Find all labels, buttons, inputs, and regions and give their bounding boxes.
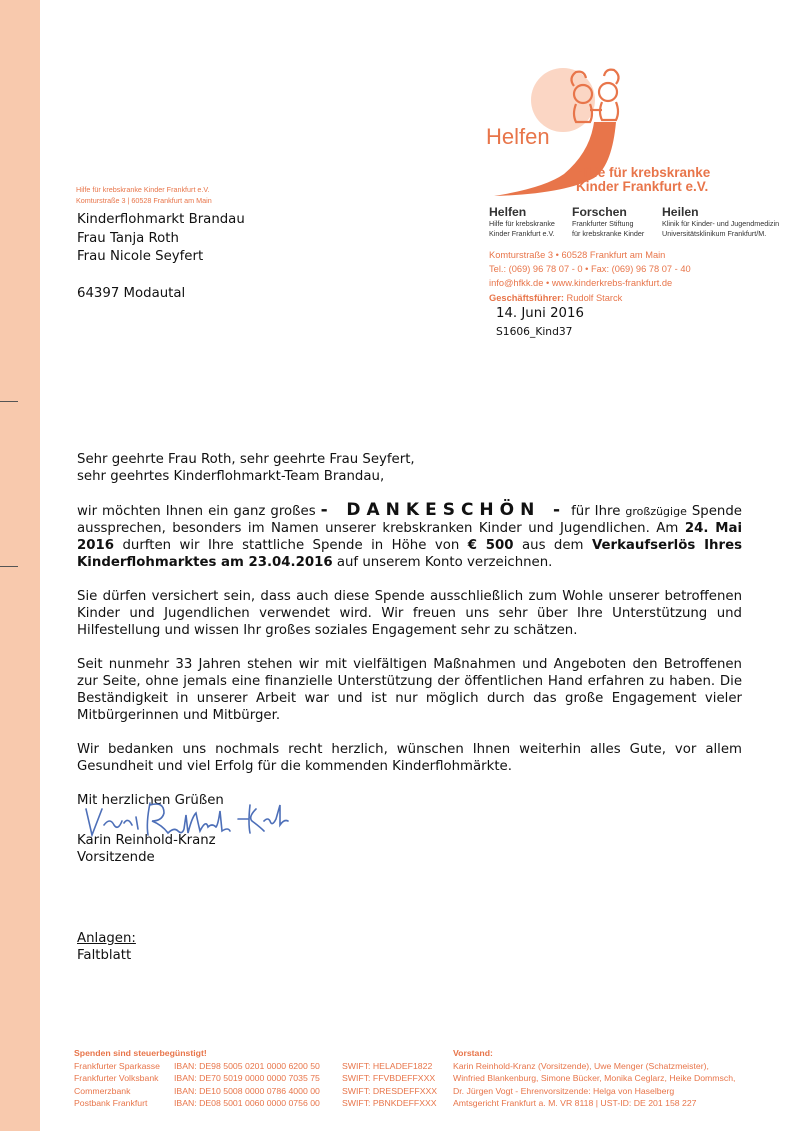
bank-row: [74, 1060, 437, 1073]
recipient-address: [77, 211, 245, 304]
bank-iban: IBAN: DE98 5005 0201 0000 6200 50: [174, 1060, 320, 1071]
paragraph-1: [77, 502, 742, 571]
recipient-line: Kinderflohmarkt Brandau: [77, 212, 245, 227]
signatory-name: Karin Reinhold-Kranz: [77, 833, 216, 848]
attachments-label: Anlagen:: [77, 931, 136, 946]
column-heading: Helfen: [489, 205, 527, 219]
text-run: aus dem: [513, 538, 592, 553]
attachments-block: [77, 930, 136, 964]
salutation: [77, 451, 742, 485]
board-line: Amtsgericht Frankfurt a. M. VR 8118 | UST-ID: DE 201 158 227: [453, 1098, 697, 1109]
contact-web[interactable]: info@hfkk.de • www.kinderkrebs-frankfurt.de: [489, 278, 673, 288]
bank-name: Postbank Frankfurt: [74, 1098, 148, 1109]
donation-amount: € 500: [467, 538, 514, 553]
column-line: Klinik für Kinder- und Jugendmedizin: [662, 219, 780, 228]
dankeschoen-emphasis: - DANKESCHÖN -: [320, 500, 567, 520]
bank-iban: IBAN: DE10 5008 0000 0786 4000 00: [174, 1085, 320, 1096]
bank-iban: IBAN: DE08 5001 0060 0000 0756 00: [174, 1098, 320, 1109]
donation-date: 24. Mai 2016: [77, 521, 743, 553]
column-heading: Heilen: [662, 205, 699, 219]
signatory-block: [77, 832, 216, 866]
signatory-title: Vorsitzende: [77, 850, 155, 865]
text-run: durften wir Ihre stattliche Spende in Höhe von: [114, 538, 468, 553]
donation-heading: Spenden sind steuerbegünstigt!: [74, 1048, 207, 1058]
recipient-line: 64397 Modautal: [77, 286, 186, 301]
column-line: für krebskranke Kinder: [572, 228, 645, 238]
footer-bank-info: [74, 1047, 437, 1110]
managing-director-label: Geschäftsführer:: [489, 293, 564, 303]
bank-swift: SWIFT: DRESDEFFXXX: [342, 1085, 438, 1096]
column-heilen: [662, 205, 779, 238]
logo-org-line2: Kinder Frankfurt e.V.: [576, 179, 709, 194]
column-line: Frankfurter Stiftung: [572, 219, 634, 228]
bank-swift: SWIFT: PBNKDEFFXXX: [342, 1098, 437, 1109]
managing-director-name: Rudolf Starck: [566, 293, 623, 303]
column-heading: Forschen: [572, 205, 627, 219]
logo-graphic: [486, 64, 736, 199]
footer-board-info: [453, 1047, 735, 1110]
board-line: Karin Reinhold-Kranz (Vorsitzende), Uwe Menger (Schatzmeister),: [453, 1060, 709, 1071]
column-line: Hilfe für krebskranke: [489, 219, 555, 228]
text-run: wir möchten Ihnen ein ganz großes: [77, 504, 321, 519]
bank-name: Frankfurter Sparkasse: [74, 1060, 160, 1071]
paragraph-3: Seit nunmehr 33 Jahren stehen wir mit vielfältigen Maßnahmen und Angeboten den Betroffenen zur Seite, ohne jemals eine finanzielle Unterstützung der öffentlichen Hand erfahren zu haben. Die Beständigkeit in unserer Arbeit war und ist nur möglich durch das große Engagement vieler Mitbürgerinnen und Mitbürger.: [77, 657, 742, 723]
attachments-item: Faltblatt: [77, 948, 132, 963]
letter-date: 14. Juni 2016: [496, 306, 584, 321]
letter-body: [77, 451, 742, 809]
board-line: Dr. Jürgen Vogt - Ehrenvorsitzende: Helga von Haselberg: [453, 1085, 675, 1096]
bank-row: [74, 1097, 437, 1110]
contact-phone: Tel.: (069) 96 78 07 - 0 • Fax: (069) 96 78 07 - 40: [489, 264, 691, 274]
recipient-line: [77, 267, 245, 286]
salutation-line: sehr geehrtes Kinderflohmarkt-Team Brandau,: [77, 469, 385, 484]
contact-info: [489, 248, 691, 290]
sender-return-line: [76, 184, 212, 206]
sender-name: Hilfe für krebskranke Kinder Frankfurt e.V.: [76, 185, 210, 194]
closing-greeting: Mit herzlichen Grüßen: [77, 793, 224, 808]
bank-row: [74, 1085, 437, 1098]
board-heading: Vorstand:: [453, 1048, 493, 1058]
fold-mark-bottom: [0, 566, 18, 567]
fold-mark-top: [0, 401, 18, 402]
sender-address: Komturstraße 3 | 60528 Frankfurt am Main: [76, 196, 212, 205]
bank-name: Commerzbank: [74, 1085, 131, 1096]
bank-row: [74, 1072, 437, 1085]
letter-reference: S1606_Kind37: [496, 325, 573, 338]
bank-table: [74, 1060, 437, 1110]
logo-org-line1: Hilfe für krebskranke: [576, 165, 711, 180]
contact-address: Komturstraße 3 • 60528 Frankfurt am Main: [489, 250, 666, 260]
board-line: Winfried Blankenburg, Simone Bücker, Monika Ceglarz, Heike Dommsch,: [453, 1073, 736, 1084]
bank-iban: IBAN: DE70 5019 0000 0000 7035 75: [174, 1073, 320, 1084]
paragraph-4: Wir bedanken uns nochmals recht herzlich, wünschen Ihnen weiterhin alles Gute, vor allem Gesundheit und viel Erfolg für die kommenden Kinderflohmärkte.: [77, 742, 742, 774]
recipient-line: Frau Nicole Seyfert: [77, 249, 204, 264]
text-run: großzügige: [625, 505, 687, 518]
recipient-line: Frau Tanja Roth: [77, 230, 179, 246]
text-run: Spende aussprechen, besonders im Namen unserer krebskranken Kinder und Jugendlichen. Am: [77, 504, 742, 536]
bank-name: Frankfurter Volksbank: [74, 1073, 159, 1084]
bank-swift: SWIFT: HELADEF1822: [342, 1060, 433, 1071]
logo-word: Helfen: [486, 124, 550, 149]
paragraph-2: Sie dürfen versichert sein, dass auch diese Spende ausschließlich zum Wohle unserer betroffenen Kinder und Jugendlichen verwendet wird. Wir freuen uns sehr über Ihre Unterstützung und Hilfestellung und wissen Ihr großes soziales Engagement sehr zu schätzen.: [77, 589, 742, 638]
text-run: für Ihre: [566, 504, 626, 519]
salutation-line: Sehr geehrte Frau Roth, sehr geehrte Frau Seyfert,: [77, 452, 415, 467]
column-helfen: [489, 205, 555, 238]
column-line: Universitätsklinikum Frankfurt/M.: [662, 228, 767, 238]
managing-director: [489, 293, 622, 303]
column-line: Kinder Frankfurt e.V.: [489, 228, 555, 238]
bank-swift: SWIFT: FFVBDEFFXXX: [342, 1073, 436, 1084]
column-forschen: [572, 205, 644, 238]
donation-source: Verkaufserlös Ihres Kinderflohmarktes am 23.04.2016: [77, 538, 742, 570]
text-run: auf unserem Konto verzeichnen.: [332, 555, 553, 570]
organization-logo: [486, 64, 736, 199]
